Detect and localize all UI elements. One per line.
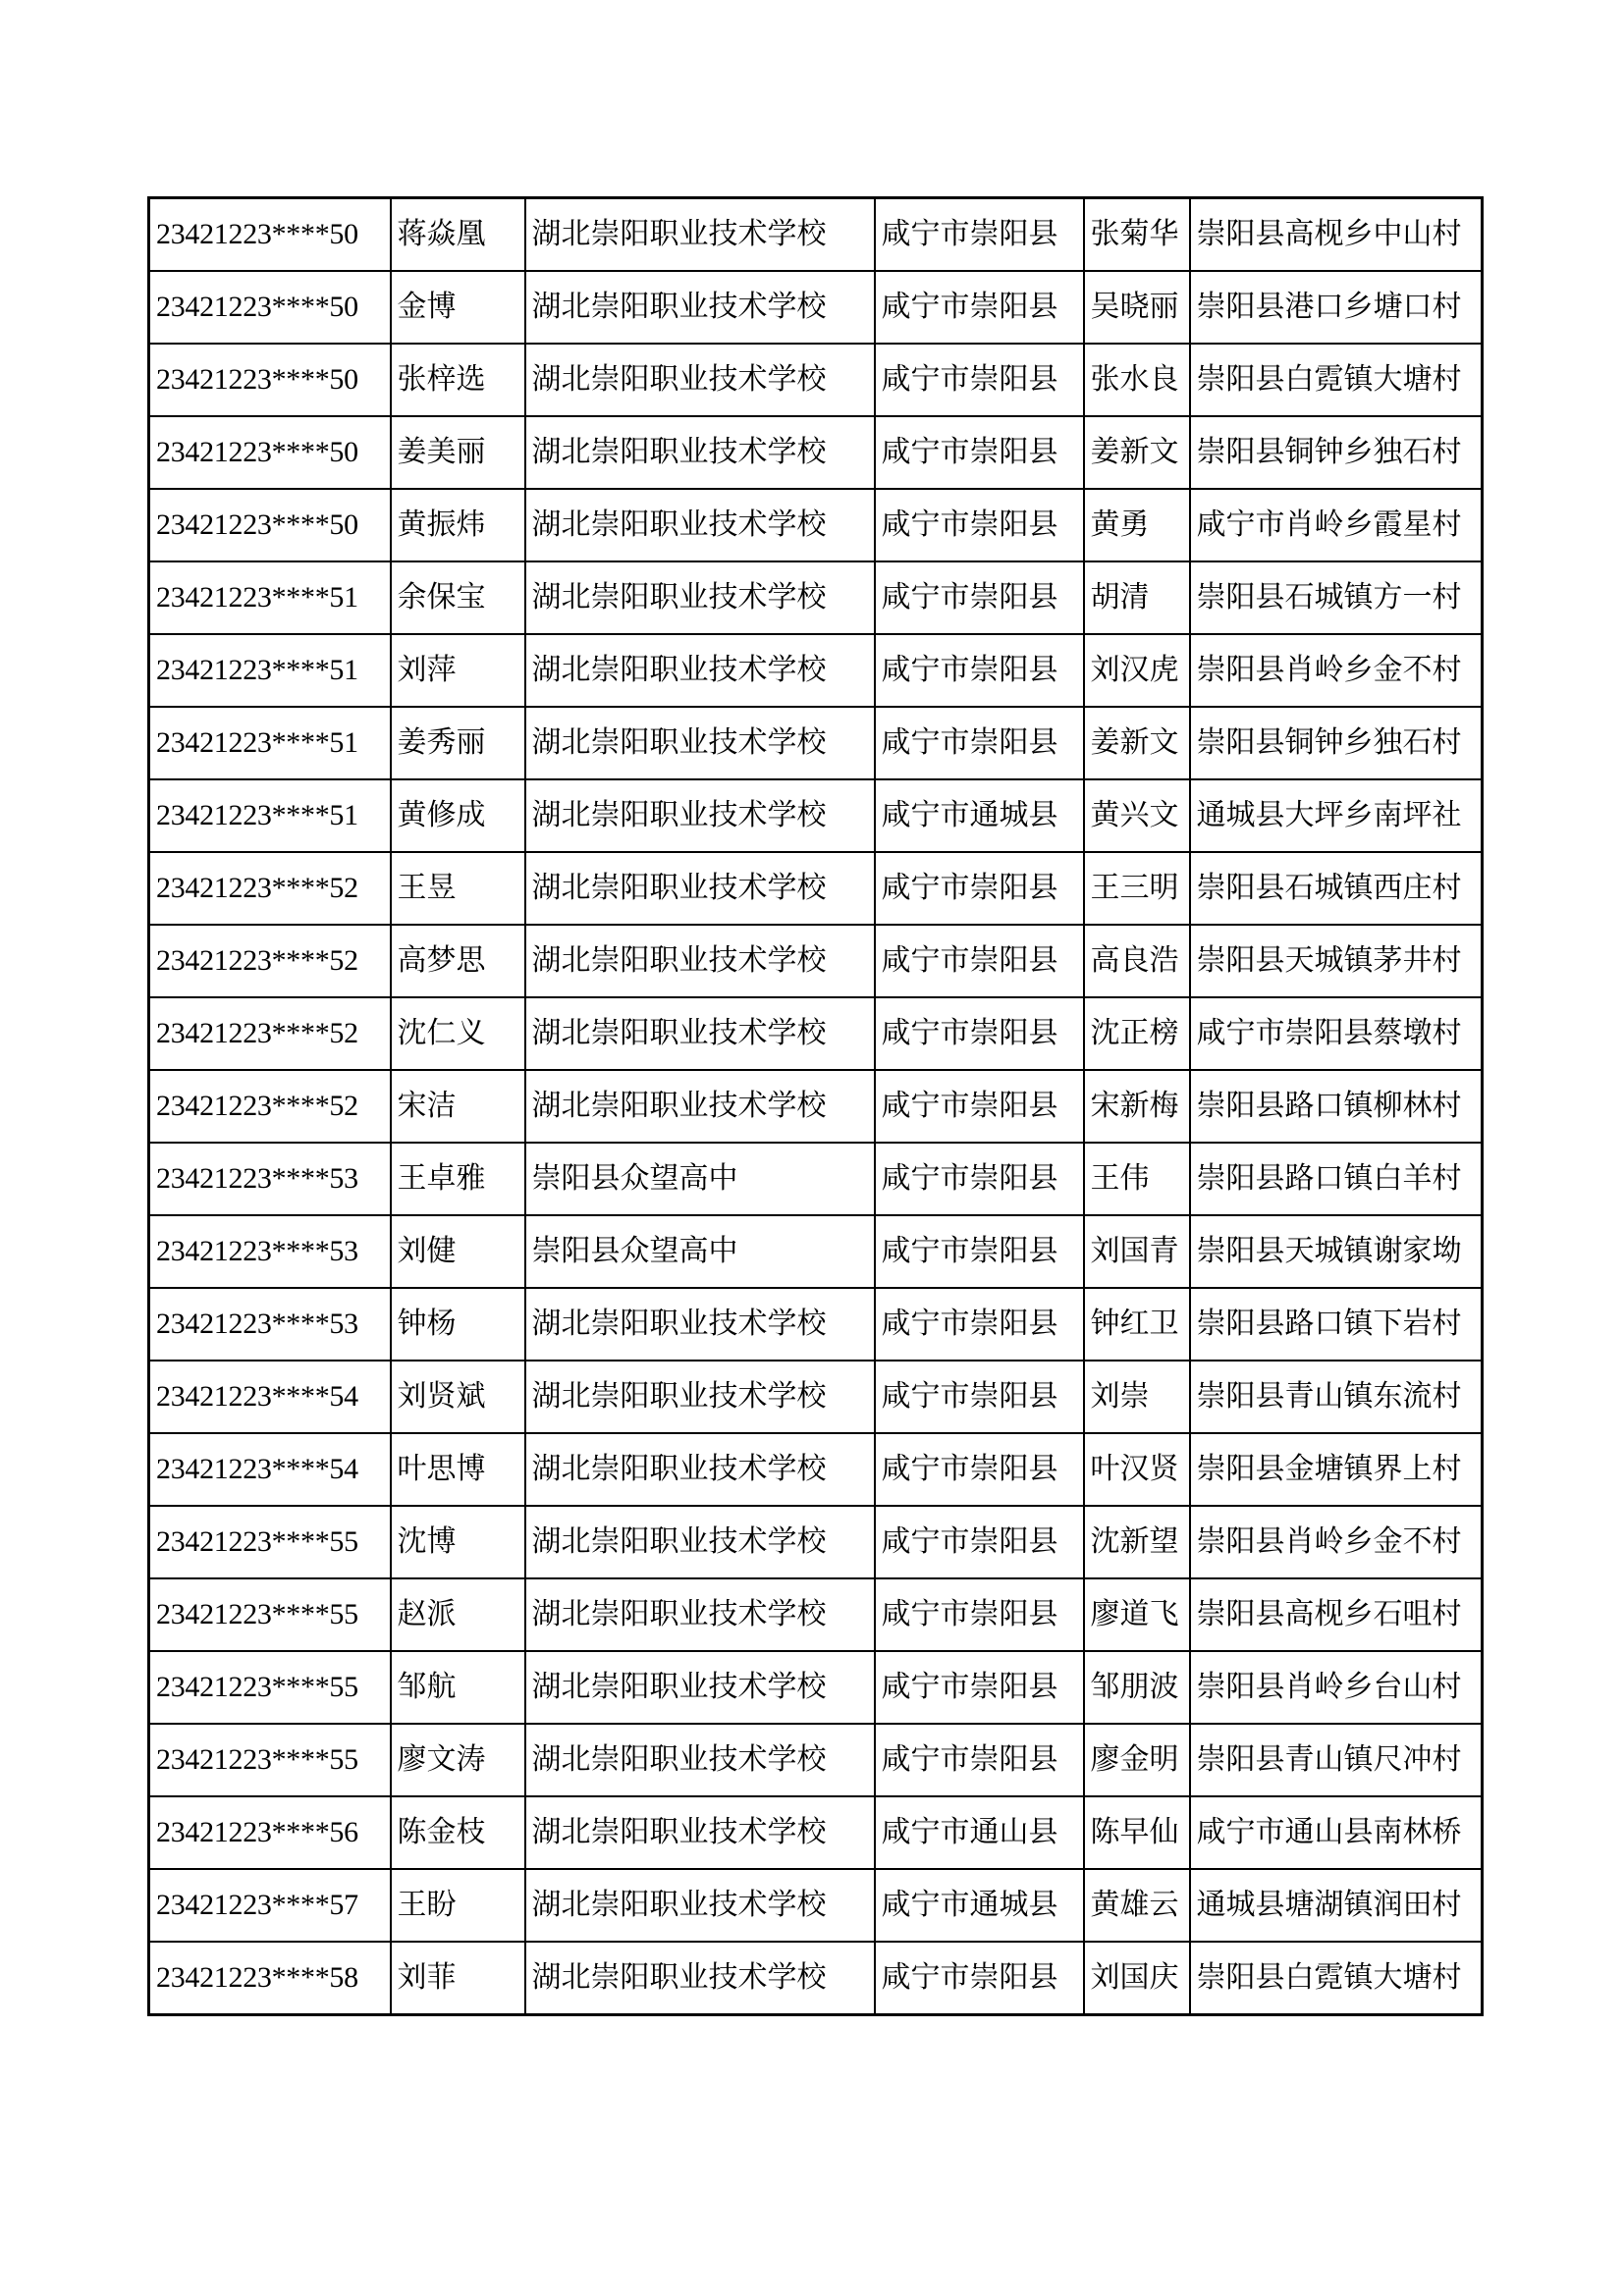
student-id-cell: 23421223****51 [149,561,391,634]
guardian-cell: 宋新梅 [1084,1070,1190,1143]
address-cell: 咸宁市通山县南林桥 [1190,1796,1483,1869]
address-cell: 崇阳县肖岭乡金不村 [1190,634,1483,707]
region-cell: 咸宁市崇阳县 [875,1651,1084,1724]
school-cell: 湖北崇阳职业技术学校 [525,1796,875,1869]
region-cell: 咸宁市崇阳县 [875,561,1084,634]
address-cell: 崇阳县铜钟乡独石村 [1190,707,1483,779]
school-cell: 湖北崇阳职业技术学校 [525,997,875,1070]
student-id-cell: 23421223****54 [149,1433,391,1506]
region-cell: 咸宁市崇阳县 [875,1506,1084,1578]
school-cell: 湖北崇阳职业技术学校 [525,1651,875,1724]
address-cell: 崇阳县天城镇谢家坳 [1190,1215,1483,1288]
student-id-cell: 23421223****56 [149,1796,391,1869]
address-cell: 通城县大坪乡南坪社 [1190,779,1483,852]
guardian-cell: 叶汉贤 [1084,1433,1190,1506]
table-row [149,561,1483,634]
region-cell: 咸宁市崇阳县 [875,489,1084,561]
school-cell: 湖北崇阳职业技术学校 [525,779,875,852]
student-name-cell: 黄修成 [391,779,525,852]
table-row [149,416,1483,489]
student-id-cell: 23421223****50 [149,489,391,561]
table-row [149,1651,1483,1724]
region-cell: 咸宁市崇阳县 [875,344,1084,416]
table-row [149,1361,1483,1433]
student-id-cell: 23421223****53 [149,1288,391,1361]
student-name-cell: 王卓雅 [391,1143,525,1215]
guardian-cell: 张菊华 [1084,198,1190,272]
school-cell: 湖北崇阳职业技术学校 [525,1433,875,1506]
student-id-cell: 23421223****55 [149,1724,391,1796]
table-row [149,1288,1483,1361]
region-cell: 咸宁市崇阳县 [875,707,1084,779]
region-cell: 咸宁市崇阳县 [875,1942,1084,2015]
student-name-cell: 宋洁 [391,1070,525,1143]
guardian-cell: 刘国庆 [1084,1942,1190,2015]
student-name-cell: 陈金枝 [391,1796,525,1869]
region-cell: 咸宁市崇阳县 [875,1143,1084,1215]
address-cell: 崇阳县白霓镇大塘村 [1190,1942,1483,2015]
student-id-cell: 23421223****51 [149,707,391,779]
roster-body [149,198,1483,2015]
region-cell: 咸宁市崇阳县 [875,997,1084,1070]
school-cell: 湖北崇阳职业技术学校 [525,852,875,925]
region-cell: 咸宁市崇阳县 [875,634,1084,707]
address-cell: 崇阳县路口镇白羊村 [1190,1143,1483,1215]
table-row [149,489,1483,561]
region-cell: 咸宁市通城县 [875,779,1084,852]
student-id-cell: 23421223****50 [149,198,391,272]
address-cell: 崇阳县高枧乡中山村 [1190,198,1483,272]
guardian-cell: 王伟 [1084,1143,1190,1215]
guardian-cell: 王三明 [1084,852,1190,925]
school-cell: 湖北崇阳职业技术学校 [525,925,875,997]
school-cell: 湖北崇阳职业技术学校 [525,1578,875,1651]
student-id-cell: 23421223****52 [149,997,391,1070]
student-name-cell: 刘萍 [391,634,525,707]
student-id-cell: 23421223****52 [149,925,391,997]
table-row [149,1796,1483,1869]
address-cell: 崇阳县路口镇柳林村 [1190,1070,1483,1143]
school-cell: 湖北崇阳职业技术学校 [525,344,875,416]
guardian-cell: 张水良 [1084,344,1190,416]
region-cell: 咸宁市崇阳县 [875,271,1084,344]
student-id-cell: 23421223****53 [149,1143,391,1215]
address-cell: 崇阳县肖岭乡台山村 [1190,1651,1483,1724]
student-name-cell: 刘菲 [391,1942,525,2015]
student-name-cell: 金博 [391,271,525,344]
student-id-cell: 23421223****57 [149,1869,391,1942]
table-row [149,1070,1483,1143]
table-row [149,707,1483,779]
school-cell: 湖北崇阳职业技术学校 [525,416,875,489]
table-row [149,344,1483,416]
address-cell: 崇阳县高枧乡石咀村 [1190,1578,1483,1651]
student-id-cell: 23421223****54 [149,1361,391,1433]
table-row [149,1578,1483,1651]
region-cell: 咸宁市崇阳县 [875,1724,1084,1796]
student-id-cell: 23421223****58 [149,1942,391,2015]
table-row [149,925,1483,997]
student-id-cell: 23421223****51 [149,779,391,852]
student-name-cell: 高梦思 [391,925,525,997]
student-name-cell: 姜美丽 [391,416,525,489]
student-name-cell: 刘健 [391,1215,525,1288]
student-roster-table [147,196,1484,2016]
school-cell: 湖北崇阳职业技术学校 [525,634,875,707]
guardian-cell: 吴晓丽 [1084,271,1190,344]
guardian-cell: 廖道飞 [1084,1578,1190,1651]
student-name-cell: 叶思博 [391,1433,525,1506]
student-name-cell: 沈博 [391,1506,525,1578]
address-cell: 咸宁市肖岭乡霞星村 [1190,489,1483,561]
school-cell: 湖北崇阳职业技术学校 [525,1288,875,1361]
guardian-cell: 钟红卫 [1084,1288,1190,1361]
student-name-cell: 蒋焱凰 [391,198,525,272]
table-row [149,997,1483,1070]
school-cell: 湖北崇阳职业技术学校 [525,1724,875,1796]
region-cell: 咸宁市崇阳县 [875,198,1084,272]
guardian-cell: 沈正榜 [1084,997,1190,1070]
guardian-cell: 陈早仙 [1084,1796,1190,1869]
student-id-cell: 23421223****50 [149,271,391,344]
student-name-cell: 张梓选 [391,344,525,416]
address-cell: 崇阳县肖岭乡金不村 [1190,1506,1483,1578]
student-name-cell: 姜秀丽 [391,707,525,779]
guardian-cell: 姜新文 [1084,707,1190,779]
region-cell: 咸宁市通山县 [875,1796,1084,1869]
school-cell: 湖北崇阳职业技术学校 [525,1070,875,1143]
school-cell: 湖北崇阳职业技术学校 [525,198,875,272]
guardian-cell: 黄勇 [1084,489,1190,561]
table-row [149,1143,1483,1215]
region-cell: 咸宁市崇阳县 [875,1361,1084,1433]
address-cell: 崇阳县金塘镇界上村 [1190,1433,1483,1506]
student-name-cell: 廖文涛 [391,1724,525,1796]
school-cell: 湖北崇阳职业技术学校 [525,1361,875,1433]
school-cell: 湖北崇阳职业技术学校 [525,1869,875,1942]
region-cell: 咸宁市崇阳县 [875,925,1084,997]
table-row [149,1724,1483,1796]
region-cell: 咸宁市崇阳县 [875,1433,1084,1506]
school-cell: 湖北崇阳职业技术学校 [525,271,875,344]
student-id-cell: 23421223****53 [149,1215,391,1288]
student-name-cell: 余保宝 [391,561,525,634]
table-row [149,1869,1483,1942]
school-cell: 湖北崇阳职业技术学校 [525,1942,875,2015]
student-name-cell: 邹航 [391,1651,525,1724]
guardian-cell: 廖金明 [1084,1724,1190,1796]
school-cell: 湖北崇阳职业技术学校 [525,489,875,561]
guardian-cell: 黄雄云 [1084,1869,1190,1942]
student-name-cell: 钟杨 [391,1288,525,1361]
table-row [149,1433,1483,1506]
address-cell: 崇阳县天城镇茅井村 [1190,925,1483,997]
address-cell: 崇阳县铜钟乡独石村 [1190,416,1483,489]
region-cell: 咸宁市崇阳县 [875,1288,1084,1361]
region-cell: 咸宁市通城县 [875,1869,1084,1942]
guardian-cell: 胡清 [1084,561,1190,634]
address-cell: 崇阳县青山镇尺冲村 [1190,1724,1483,1796]
guardian-cell: 刘国青 [1084,1215,1190,1288]
address-cell: 咸宁市崇阳县蔡墩村 [1190,997,1483,1070]
address-cell: 崇阳县青山镇东流村 [1190,1361,1483,1433]
student-name-cell: 沈仁义 [391,997,525,1070]
guardian-cell: 黄兴文 [1084,779,1190,852]
student-name-cell: 王昱 [391,852,525,925]
address-cell: 崇阳县路口镇下岩村 [1190,1288,1483,1361]
table-row [149,271,1483,344]
table-row [149,1942,1483,2015]
region-cell: 咸宁市崇阳县 [875,1578,1084,1651]
table-row [149,1215,1483,1288]
guardian-cell: 刘汉虎 [1084,634,1190,707]
region-cell: 咸宁市崇阳县 [875,852,1084,925]
school-cell: 崇阳县众望高中 [525,1143,875,1215]
student-id-cell: 23421223****55 [149,1578,391,1651]
address-cell: 崇阳县白霓镇大塘村 [1190,344,1483,416]
guardian-cell: 刘崇 [1084,1361,1190,1433]
table-row [149,198,1483,272]
table-row [149,1506,1483,1578]
table-row [149,852,1483,925]
region-cell: 咸宁市崇阳县 [875,1070,1084,1143]
school-cell: 崇阳县众望高中 [525,1215,875,1288]
guardian-cell: 邹朋波 [1084,1651,1190,1724]
student-name-cell: 黄振炜 [391,489,525,561]
student-id-cell: 23421223****52 [149,852,391,925]
school-cell: 湖北崇阳职业技术学校 [525,707,875,779]
table-row [149,634,1483,707]
address-cell: 通城县塘湖镇润田村 [1190,1869,1483,1942]
guardian-cell: 姜新文 [1084,416,1190,489]
guardian-cell: 沈新望 [1084,1506,1190,1578]
region-cell: 咸宁市崇阳县 [875,1215,1084,1288]
region-cell: 咸宁市崇阳县 [875,416,1084,489]
address-cell: 崇阳县港口乡塘口村 [1190,271,1483,344]
student-id-cell: 23421223****50 [149,344,391,416]
table-row [149,779,1483,852]
school-cell: 湖北崇阳职业技术学校 [525,1506,875,1578]
address-cell: 崇阳县石城镇方一村 [1190,561,1483,634]
student-name-cell: 赵派 [391,1578,525,1651]
student-id-cell: 23421223****55 [149,1506,391,1578]
address-cell: 崇阳县石城镇西庄村 [1190,852,1483,925]
school-cell: 湖北崇阳职业技术学校 [525,561,875,634]
student-id-cell: 23421223****55 [149,1651,391,1724]
student-name-cell: 刘贤斌 [391,1361,525,1433]
guardian-cell: 高良浩 [1084,925,1190,997]
student-id-cell: 23421223****52 [149,1070,391,1143]
student-id-cell: 23421223****50 [149,416,391,489]
student-id-cell: 23421223****51 [149,634,391,707]
student-name-cell: 王盼 [391,1869,525,1942]
